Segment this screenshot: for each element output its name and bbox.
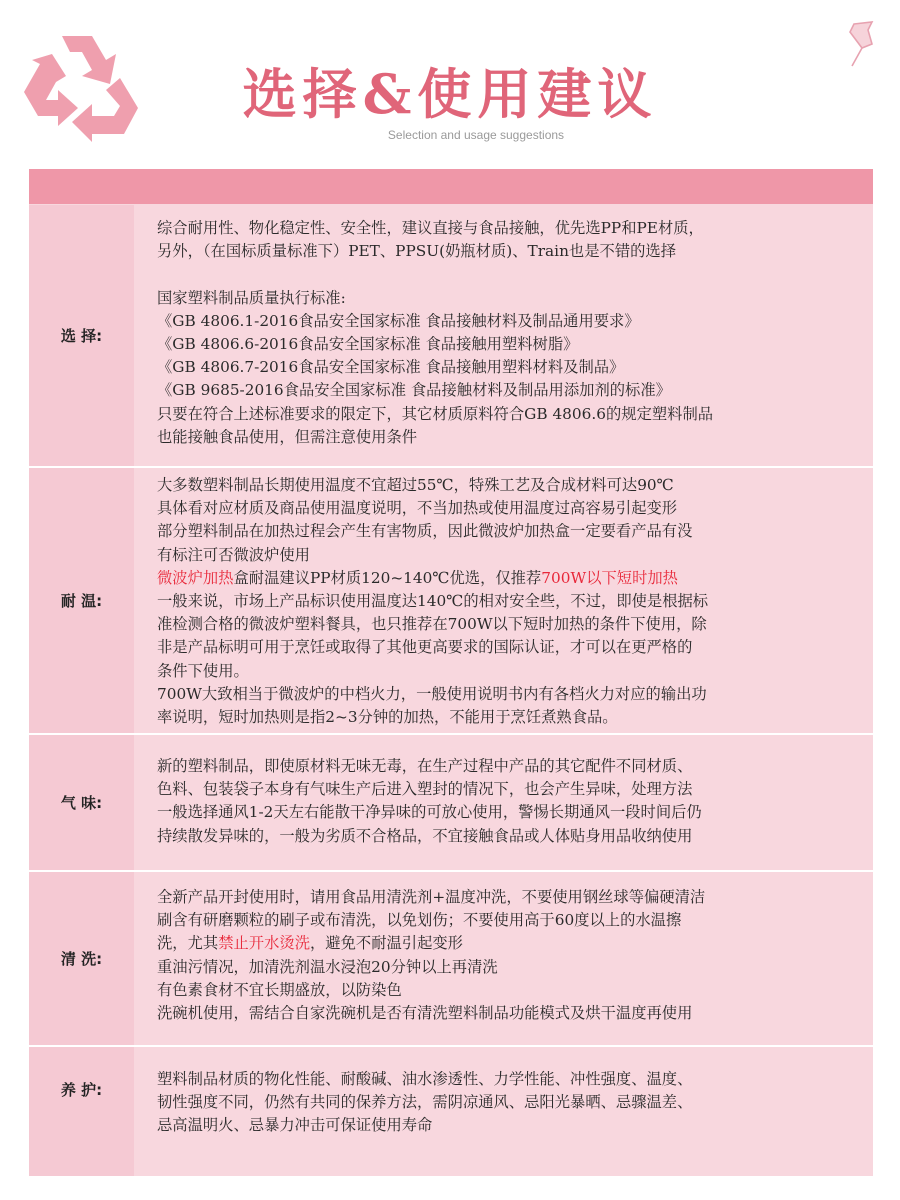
text-line: 综合耐用性、物化稳定性、安全性，建议直接与食品接触，优先选PP和PE材质， <box>157 219 704 237</box>
row-body-heat <box>134 468 873 733</box>
text-line: 塑料制品材质的物化性能、耐酸碱、油水渗透性、力学性能、冲性强度、温度、 <box>157 1070 693 1088</box>
highlight-text: 微波炉加热 <box>157 568 234 587</box>
row-body-wash <box>134 872 873 1045</box>
page-subtitle: Selection and usage suggestions <box>387 128 565 142</box>
row-label-heat: 耐 温: <box>29 468 134 733</box>
text-line: 重油污情况，加清洗剂温水浸泡20分钟以上再清洗 <box>157 957 498 976</box>
table-header-bar <box>29 169 873 204</box>
text-line: 韧性强度不同，仍然有共同的保养方法，需阴凉通风、忌阳光暴晒、忌骤温差、 <box>157 1093 693 1112</box>
text-line: 洗碗机使用，需结合自家洗碗机是否有清洗塑料制品功能模式及烘干温度再使用 <box>157 1003 693 1022</box>
text-line: 只要在符合上述标准要求的限定下，其它材质原料符合GB 4806.6的规定塑料制品 <box>157 404 714 423</box>
row-label-care: 养 护: <box>29 1047 134 1176</box>
text-line: 《GB 4806.6-2016食品安全国家标准 食品接触用塑料树脂》 <box>157 334 579 353</box>
text-line: 大多数塑料制品长期使用温度不宜超过55℃，特殊工艺及合成材料可达90℃ <box>157 476 674 494</box>
text-line: 有标注可否微波炉使用 <box>157 545 310 564</box>
text-line: 一般选择通风1-2天左右能散干净异味的可放心使用，警惕长期通风一段时间后仍 <box>157 803 702 822</box>
row-wash <box>29 872 873 1045</box>
row-body-care <box>134 1047 873 1176</box>
row-label-select: 选 择: <box>29 205 134 466</box>
text-line: 刷含有研磨颗粒的刷子或布清洗，以免划伤；不要使用高于60度以上的水温擦 <box>157 911 682 930</box>
text-line: 《GB 4806.1-2016食品安全国家标准 食品接触材料及制品通用要求》 <box>157 311 640 330</box>
row-label-smell: 气 味: <box>29 735 134 870</box>
row-smell <box>29 735 873 870</box>
row-label-wash: 清 洗: <box>29 872 134 1045</box>
text-fragment: 盒耐温建议PP材质120~140℃优选，仅推荐 <box>233 568 542 587</box>
text-line: 条件下使用。 <box>157 661 249 680</box>
text-line: 700W大致相当于微波炉的中档火力，一般使用说明书内有各档火力对应的输出功 <box>157 684 707 703</box>
text-fragment: ，避免不耐温引起变形 <box>310 934 463 953</box>
text-fragment: 洗，尤其 <box>157 934 219 953</box>
suggestions-table <box>29 169 873 1176</box>
text-line: 新的塑料制品，即使原材料无味无毒，在生产过程中产品的其它配件不同材质、 <box>157 757 693 775</box>
wash-warning-line <box>157 932 861 955</box>
text-line: 《GB 9685-2016食品安全国家标准 食品接触材料及制品用添加剂的标准》 <box>157 381 671 400</box>
text-line: 也能接触食品使用，但需注意使用条件 <box>157 427 418 446</box>
row-body-smell <box>134 735 873 870</box>
text-line: 持续散发异味的，一般为劣质不合格品，不宜接触食品或人体贴身用品收纳使用 <box>157 826 693 845</box>
text-line: 非是产品标明可用于烹饪或取得了其他更高要求的国际认证，才可以在更严格的 <box>157 638 693 657</box>
text-line: 色料、包装袋子本身有气味生产后进入塑封的情况下，也会产生异味，处理方法 <box>157 780 693 799</box>
microwave-line <box>157 567 861 590</box>
page-title: 选择&使用建议 <box>242 62 658 126</box>
header <box>0 0 900 170</box>
row-body-select <box>134 205 873 466</box>
highlight-text: 禁止开水烫洗 <box>218 934 310 953</box>
text-line: 具体看对应材质及商品使用温度说明，不当加热或使用温度过高容易引起变形 <box>157 499 678 518</box>
text-line: 《GB 4806.7-2016食品安全国家标准 食品接触用塑料材料及制品》 <box>157 358 625 377</box>
text-line: 全新产品开封使用时，请用食品用清洗剂+温度冲洗，不要使用钢丝球等偏硬清洁 <box>157 888 706 906</box>
highlight-text: 700W以下短时加热 <box>541 568 678 587</box>
text-line: 率说明，短时加热则是指2~3分钟的加热，不能用于烹饪煮熟食品。 <box>157 707 618 726</box>
text-line: 有色素食材不宜长期盛放，以防染色 <box>157 980 402 999</box>
text-line: 忌高温明火、忌暴力冲击可保证使用寿命 <box>157 1116 433 1135</box>
text-line: 另外，（在国标质量标准下）PET、PPSU(奶瓶材质)、Train也是不错的选择 <box>157 242 677 261</box>
text-line: 国家塑料制品质量执行标准: <box>157 288 346 307</box>
row-heat <box>29 468 873 733</box>
text-line: 部分塑料制品在加热过程会产生有害物质，因此微波炉加热盒一定要看产品有没 <box>157 522 693 541</box>
text-line: 准检测合格的微波炉塑料餐具，也只推荐在700W以下短时加热的条件下使用，除 <box>157 615 707 634</box>
row-care <box>29 1047 873 1176</box>
row-select <box>29 205 873 466</box>
text-line: 一般来说，市场上产品标识使用温度达140℃的相对安全些，不过，即使是根据标 <box>157 591 709 610</box>
